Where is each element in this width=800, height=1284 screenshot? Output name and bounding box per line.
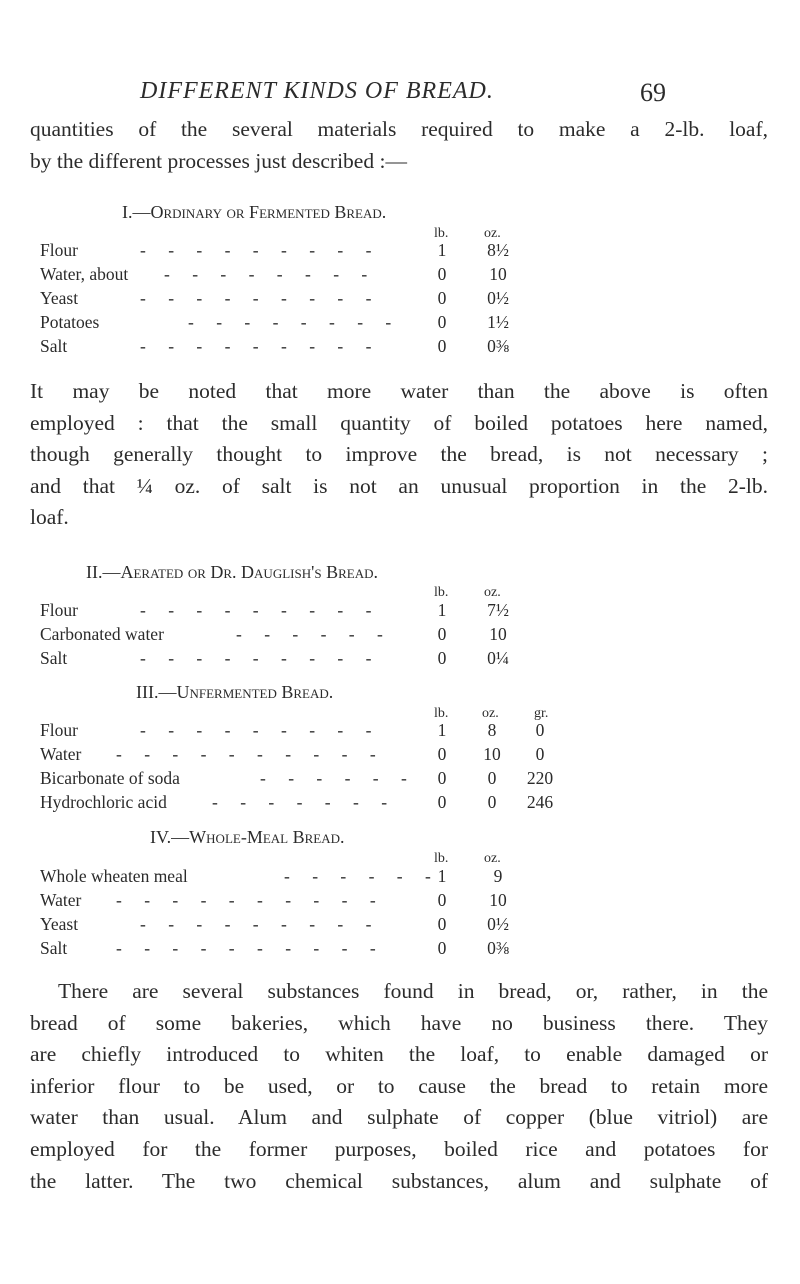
note-paragraph <box>30 376 768 534</box>
value-lb: 0 <box>437 288 447 308</box>
value-lb: 1 <box>437 600 447 620</box>
table-row <box>0 938 800 962</box>
item-label: Hydrochloric acid <box>40 792 167 812</box>
value-gr: 220 <box>526 768 554 788</box>
section-2-heading-text: II.—Aerated or Dr. Dauglish's Bread. <box>86 562 378 582</box>
text-line: the latter. The two chemical substances, alum and sulphate of <box>30 1168 768 1193</box>
value-oz: 0 <box>487 792 497 812</box>
item-label: Salt <box>40 938 68 958</box>
unit-gr: gr. <box>534 706 549 721</box>
unit-lb: lb. <box>434 851 449 866</box>
leader-dots: - - - - - - - - - <box>140 648 381 668</box>
value-lb: 0 <box>437 648 447 668</box>
value-lb: 0 <box>437 624 447 644</box>
leader-dots: - - - - - - <box>260 768 416 788</box>
table-row <box>0 914 800 938</box>
value-oz: 8 <box>487 720 497 740</box>
item-label: Water, about <box>40 264 129 284</box>
value-oz: 0⅜ <box>487 938 509 958</box>
leader-dots: - - - - - - <box>284 866 440 886</box>
value-gr: 0 <box>535 744 545 764</box>
leader-dots: - - - - - - - - - <box>140 240 381 260</box>
text-line: employed for the former purposes, boiled rice and potatoes for <box>30 1136 768 1161</box>
leader-dots: - - - - - - - - - <box>140 600 381 620</box>
value-oz: 10 <box>489 624 507 644</box>
closing-paragraph <box>30 976 768 1197</box>
value-lb: 0 <box>437 264 447 284</box>
unit-oz: oz. <box>484 226 501 241</box>
item-label: Water <box>40 744 82 764</box>
item-label: Yeast <box>40 288 79 308</box>
value-oz: 1½ <box>487 312 509 332</box>
value-lb: 1 <box>437 720 447 740</box>
text-line: employed : that the small quantity of boiled potatoes here named, <box>30 410 768 435</box>
item-label: Flour <box>40 720 78 740</box>
text-line: though generally thought to improve the bread, is not necessary ; <box>30 442 768 467</box>
section-3-heading <box>136 682 333 703</box>
value-lb: 0 <box>437 768 447 788</box>
item-label: Flour <box>40 600 78 620</box>
running-title: DIFFERENT KINDS OF BREAD. <box>140 78 494 104</box>
table-row <box>0 600 800 624</box>
item-label: Bicarbonate of soda <box>40 768 180 788</box>
table-row <box>0 866 800 890</box>
value-oz: 0¼ <box>487 648 509 668</box>
value-oz: 10 <box>489 890 507 910</box>
text-line: bread of some bakeries, which have no business there. They <box>30 1010 768 1035</box>
value-lb: 0 <box>437 914 447 934</box>
table-row <box>0 312 800 336</box>
value-oz: 0½ <box>487 288 509 308</box>
value-oz: 7½ <box>487 600 509 620</box>
item-label: Salt <box>40 336 68 356</box>
value-gr: 246 <box>526 792 554 812</box>
leader-dots: - - - - - - - - - - <box>116 938 385 958</box>
value-oz: 10 <box>489 264 507 284</box>
item-label: Potatoes <box>40 312 100 332</box>
unit-lb: lb. <box>434 585 449 600</box>
table-row <box>0 648 800 672</box>
text-line: water than usual. Alum and sulphate of copper (blue vitriol) are <box>30 1105 768 1130</box>
leader-dots: - - - - - - - - - <box>140 720 381 740</box>
value-lb: 0 <box>437 336 447 356</box>
value-oz: 10 <box>483 744 501 764</box>
leader-dots: - - - - - - - - - - <box>116 890 385 910</box>
leader-dots: - - - - - - - - - <box>140 914 381 934</box>
item-label: Flour <box>40 240 78 260</box>
leader-dots: - - - - - - - <box>212 792 397 812</box>
item-label: Carbonated water <box>40 624 164 644</box>
value-oz: 8½ <box>487 240 509 260</box>
text-line: quantities of the several materials required to make a 2-lb. loaf, <box>30 117 768 141</box>
section-3-heading-text: III.—Unfermented Bread. <box>136 682 334 702</box>
value-oz: 9 <box>493 866 503 886</box>
value-lb: 0 <box>437 792 447 812</box>
unit-oz: oz. <box>484 585 501 600</box>
leader-dots: - - - - - - <box>236 624 392 644</box>
unit-lb: lb. <box>434 226 449 241</box>
value-oz: 0½ <box>487 914 509 934</box>
leader-dots: - - - - - - - - - - <box>116 744 385 764</box>
item-label: Whole wheaten meal <box>40 866 188 886</box>
leader-dots: - - - - - - - - - <box>140 336 381 356</box>
value-lb: 1 <box>437 866 447 886</box>
section-1-heading-text: I.—Ordinary or Fermented Bread. <box>122 202 387 222</box>
value-oz: 0⅜ <box>487 336 509 356</box>
text-line: It may be noted that more water than the above is often <box>30 379 768 403</box>
table-row <box>0 264 800 288</box>
item-label: Yeast <box>40 914 79 934</box>
page-number: 69 <box>640 78 666 107</box>
value-lb: 0 <box>437 744 447 764</box>
unit-lb: lb. <box>434 706 449 721</box>
section-1-heading <box>122 202 386 223</box>
leader-dots: - - - - - - - - <box>188 312 401 332</box>
value-lb: 0 <box>437 890 447 910</box>
value-lb: 0 <box>437 312 447 332</box>
item-label: Salt <box>40 648 68 668</box>
text-line: There are several substances found in bread, or, rather, in the <box>58 979 768 1003</box>
table-row <box>0 768 800 792</box>
value-gr: 0 <box>535 720 545 740</box>
text-line: by the different processes just described :— <box>30 148 407 173</box>
table-row <box>0 792 800 816</box>
table-row <box>0 336 800 360</box>
table-row <box>0 744 800 768</box>
table-row <box>0 240 800 264</box>
running-head <box>0 78 800 108</box>
leader-dots: - - - - - - - - - <box>140 288 381 308</box>
text-line: and that ¼ oz. of salt is not an unusual proportion in the 2-lb. <box>30 473 768 498</box>
section-2-heading <box>86 562 378 583</box>
intro-paragraph <box>30 114 768 177</box>
table-row <box>0 624 800 648</box>
text-line: are chiefly introduced to whiten the loaf, to enable damaged or <box>30 1042 768 1067</box>
text-line: loaf. <box>30 505 69 530</box>
text-line: inferior flour to be used, or to cause the bread to retain more <box>30 1073 768 1098</box>
value-lb: 1 <box>437 240 447 260</box>
section-4-heading <box>150 827 344 848</box>
value-lb: 0 <box>437 938 447 958</box>
table-row <box>0 720 800 744</box>
unit-oz: oz. <box>484 851 501 866</box>
unit-oz: oz. <box>482 706 499 721</box>
table-row <box>0 890 800 914</box>
section-4-heading-text: IV.—Whole-Meal Bread. <box>150 827 345 847</box>
value-oz: 0 <box>487 768 497 788</box>
leader-dots: - - - - - - - - <box>164 264 377 284</box>
table-row <box>0 288 800 312</box>
item-label: Water <box>40 890 82 910</box>
